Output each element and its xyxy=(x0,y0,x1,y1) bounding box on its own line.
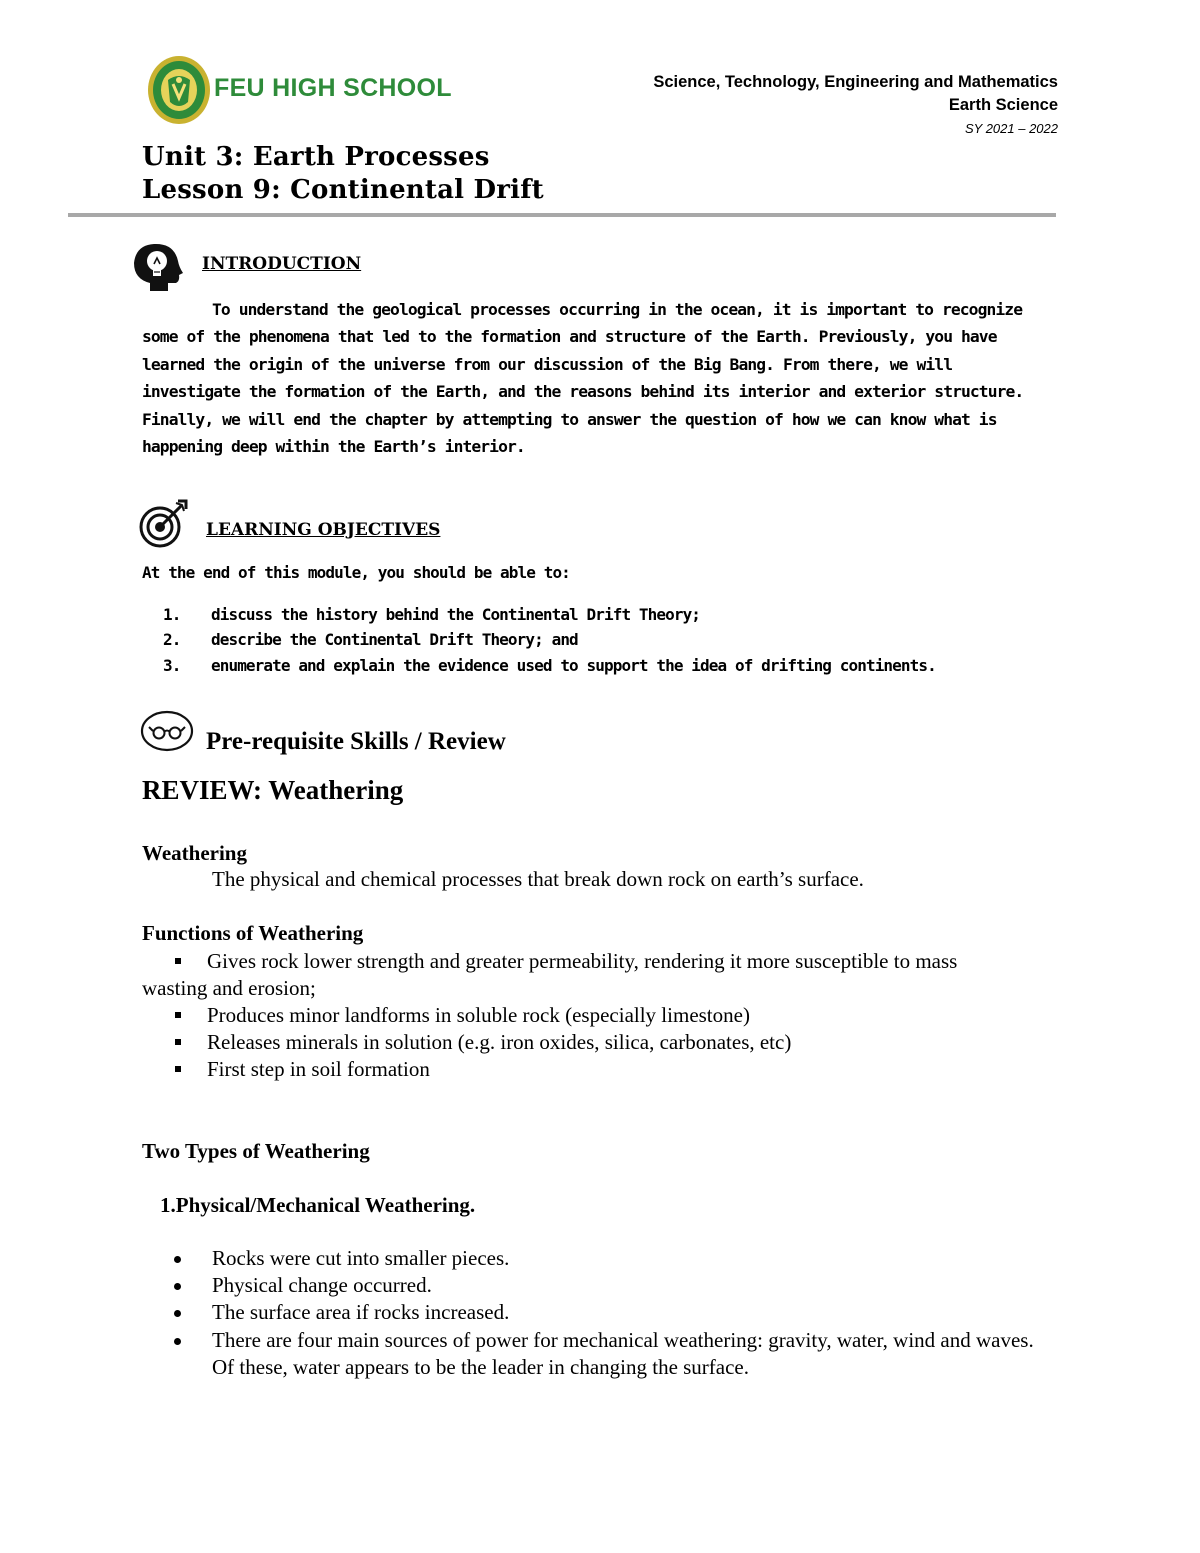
introduction-heading: INTRODUCTION xyxy=(202,254,362,274)
school-name: FEU HIGH SCHOOL xyxy=(214,74,452,102)
physical-text: Rocks were cut into smaller pieces. xyxy=(212,1246,510,1270)
glasses-icon xyxy=(140,710,194,752)
introduction-paragraph xyxy=(142,296,1054,460)
objective-item xyxy=(163,656,936,675)
round-bullet-icon xyxy=(174,1256,181,1263)
objectives-lead: At the end of this module, you should be able to: xyxy=(142,563,570,582)
target-arrow-icon xyxy=(138,497,190,549)
types-heading: Two Types of Weathering xyxy=(142,1139,370,1163)
function-text: Releases minerals in solution (e.g. iron oxides, silica, carbonates, etc) xyxy=(207,1030,792,1054)
header-divider xyxy=(68,213,1056,217)
weathering-heading: Weathering xyxy=(142,841,247,865)
round-bullet-icon xyxy=(174,1338,181,1345)
square-bullet-icon xyxy=(175,1039,181,1045)
lesson-title: Lesson 9: Continental Drift xyxy=(142,175,544,205)
round-bullet-icon xyxy=(174,1283,181,1290)
objective-text: enumerate and explain the evidence used to support the idea of drifting continents. xyxy=(211,656,936,675)
function-item xyxy=(175,1003,1065,1028)
function-text-continued: wasting and erosion; xyxy=(142,976,316,1000)
square-bullet-icon xyxy=(175,958,181,964)
school-logo xyxy=(146,54,212,126)
prerequisite-heading: Pre-requisite Skills / Review xyxy=(206,728,506,755)
review-heading: REVIEW: Weathering xyxy=(142,775,404,805)
function-item xyxy=(175,1057,1065,1082)
objective-item xyxy=(163,605,700,624)
physical-item xyxy=(174,1327,1054,1381)
objective-number: 1. xyxy=(163,605,181,624)
function-text: First step in soil formation xyxy=(207,1057,430,1081)
functions-heading: Functions of Weathering xyxy=(142,921,364,945)
introduction-text: To understand the geological processes occurring in the ocean, it is important to recognize some of the phenomena that led to the formation and structure of the Earth. Previously, you have learned the origin of the universe from our discussion of the Big Bang. From there, we will investigate the formation of the Earth, and the reasons behind its interior and exterior structure. Finally, we will end the chapter by attempting to answer the question of how we can know what is happening deep within the Earth’s interior. xyxy=(142,300,1024,457)
square-bullet-icon xyxy=(175,1066,181,1072)
objective-text: discuss the history behind the Continental Drift Theory; xyxy=(211,605,701,624)
physical-weathering-heading: 1.Physical/Mechanical Weathering. xyxy=(160,1193,476,1217)
unit-title: Unit 3: Earth Processes xyxy=(142,142,490,172)
function-item xyxy=(175,1030,1065,1055)
objective-number: 3. xyxy=(163,656,181,675)
function-text: Gives rock lower strength and greater permeability, rendering it more susceptible to mass xyxy=(207,949,958,973)
physical-text: Physical change occurred. xyxy=(212,1273,432,1297)
school-year-label: SY 2021 – 2022 xyxy=(964,121,1058,136)
subject-label: Earth Science xyxy=(948,96,1058,114)
weathering-definition: The physical and chemical processes that break down rock on earth’s surface. xyxy=(212,867,864,891)
objective-text: describe the Continental Drift Theory; and xyxy=(211,630,578,649)
physical-item xyxy=(174,1272,1054,1299)
square-bullet-icon xyxy=(175,1012,181,1018)
physical-item xyxy=(174,1245,1054,1272)
head-lightbulb-icon xyxy=(128,241,184,295)
function-text: Produces minor landforms in soluble rock (especially limestone) xyxy=(207,1003,750,1027)
objective-number: 2. xyxy=(163,630,181,649)
objective-item xyxy=(163,630,578,649)
physical-text: There are four main sources of power for mechanical weathering: gravity, water, wind and waves. Of these, water appears to be the leader in changing the surface. xyxy=(212,1328,1034,1379)
department-label: Science, Technology, Engineering and Mathematics xyxy=(653,73,1058,91)
function-item xyxy=(142,948,1065,1002)
physical-item xyxy=(174,1299,1054,1326)
round-bullet-icon xyxy=(174,1310,181,1317)
objectives-heading: LEARNING OBJECTIVES xyxy=(206,520,441,540)
physical-text: The surface area if rocks increased. xyxy=(212,1300,510,1324)
